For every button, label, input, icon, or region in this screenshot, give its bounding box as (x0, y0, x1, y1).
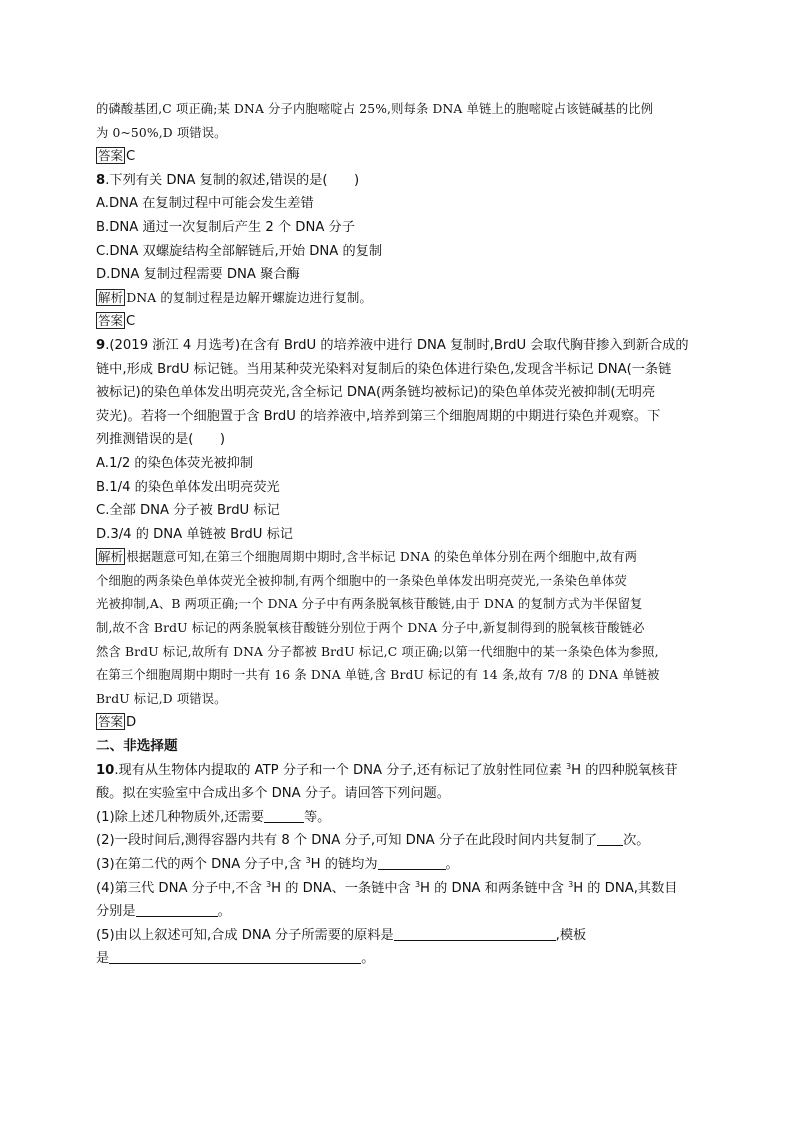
q10-part-5-cont (96, 947, 700, 971)
q9-analysis-line-7: BrdU 标记,D 项错误。 (96, 691, 227, 706)
superscript: 3 (266, 879, 272, 889)
answer-blank[interactable] (394, 926, 556, 941)
q8-option-d: D.DNA 复制过程需要 DNA 聚合酶 (96, 267, 300, 283)
question-stem: .下列有关 DNA 复制的叙述,错误的是( ) (105, 172, 360, 188)
part-text: (3)在第二代的两个 DNA 分子中,含 (96, 857, 306, 872)
superscript: 3 (305, 856, 311, 865)
q9-stem-line-3: 被标记)的染色单体发出明亮荧光,含全标记 DNA(两条链均被标记)的染色单体荧光被抑制(无明亮 (96, 385, 656, 401)
part-text: 。 (361, 951, 375, 967)
answer-blank[interactable] (109, 949, 361, 964)
answer-value: C (126, 314, 136, 330)
part-text: H 的 DNA、一条链中含 (271, 880, 415, 896)
part-text: 是 (96, 951, 110, 967)
q9-option-d: D.3/4 的 DNA 单链被 BrdU 标记 (96, 526, 293, 542)
part-text: (2)一段时间后,测得容器内共有 8 个 DNA 分子,可知 DNA 分子在此段时间内共复制了 (96, 833, 598, 849)
prev-answer (96, 145, 700, 169)
q10-stem-line-2: 酸。拟在实验室中合成出多个 DNA 分子。请回答下列问题。 (96, 786, 450, 802)
answer-tag: 答案 (98, 148, 124, 164)
q9-stem-line-2: 链中,形成 BrdU 标记链。当用某种荧光染料对复制后的染色体进行染色,发现含半标记 DNA(一条链 (96, 361, 672, 377)
part-text: H 的链均为 (310, 857, 378, 872)
document-page (96, 98, 700, 971)
q9-analysis-line-6: 在第三个细胞周期中期时一共有 16 条 DNA 单链,含 BrdU 标记的有 14 条,故有 7/8 的 DNA 单链被 (96, 668, 660, 683)
q9-stem-line-5: 列推测错误的是( ) (96, 432, 225, 448)
prev-analysis-line-2: 为 0~50%,D 项错误。 (96, 125, 227, 140)
q10-part-4-cont (96, 900, 700, 924)
q8-stem (96, 169, 700, 193)
section-heading: 二、非选择题 (96, 738, 178, 755)
prev-analysis-line-1: 的磷酸基团,C 项正确;某 DNA 分子内胞嘧啶占 25%,则每条 DNA 单链上的胞嘧啶占该链碱基的比例 (96, 102, 654, 116)
q9-option-c: C.全部 DNA 分子被 BrdU 标记 (96, 503, 280, 519)
q10-part-1 (96, 806, 700, 830)
answer-tag: 答案 (98, 714, 124, 730)
answer-tag: 答案 (98, 313, 124, 329)
superscript: 3 (566, 761, 572, 771)
q8-analysis (96, 287, 700, 311)
answer-blank[interactable] (378, 855, 446, 870)
part-text: H 的 DNA 和两条链中含 (420, 880, 569, 896)
superscript: 3 (568, 879, 574, 889)
q9-analysis-line-1 (96, 546, 700, 570)
q9-option-b: B.1/4 的染色单体发出明亮荧光 (96, 479, 280, 495)
q10-stem-line-1 (96, 759, 700, 783)
q9-analysis-line-5: 然含 BrdU 标记,故所有 DNA 分子都被 BrdU 标记,C 项正确;以第一代细胞中的某一条染色体为参照, (96, 644, 659, 659)
answer-blank[interactable] (597, 831, 623, 846)
part-text: 。 (445, 857, 459, 872)
analysis-tag: 解析 (98, 289, 124, 305)
question-number: 9 (96, 337, 106, 353)
answer-blank[interactable] (136, 902, 218, 917)
superscript: 3 (414, 879, 421, 889)
analysis-text: 根据题意可知,在第三个细胞周期中期时,含半标记 DNA 的染色单体分别在两个细胞中,故有两 (126, 550, 638, 565)
part-text: 次。 (623, 833, 650, 849)
q9-answer (96, 711, 700, 735)
answer-value: C (126, 149, 136, 165)
part-text: 。 (217, 904, 231, 920)
q9-stem-line-4: 荧光)。若将一个细胞置于含 BrdU 的培养液中,培养到第三个细胞周期的中期进行染色并观察。下 (96, 408, 661, 424)
q10-part-4 (96, 877, 700, 901)
q8-option-c: C.DNA 双螺旋结构全部解链后,开始 DNA 的复制 (96, 243, 383, 259)
analysis-tag: 解析 (98, 549, 124, 565)
q9-option-a: A.1/2 的染色体荧光被抑制 (96, 455, 254, 471)
q9-analysis-line-2: 个细胞的两条染色单体荧光全被抑制,有两个细胞中的一条染色单体发出明亮荧光,一条染色单体荧 (96, 573, 627, 588)
question-number: 8 (96, 172, 106, 188)
question-stem-cont: H 的四种脱氧核苷 (571, 762, 678, 778)
part-text: ,模板 (555, 927, 587, 943)
question-stem: .现有从生物体内提取的 ATP 分子和一个 DNA 分子,还有标记了放射性同位素 (114, 762, 566, 778)
q10-part-5 (96, 924, 700, 948)
question-number: 10 (96, 762, 115, 778)
answer-value: D (126, 715, 137, 731)
q10-part-2 (96, 829, 700, 853)
answer-blank[interactable] (264, 808, 304, 823)
q9-stem-line-1 (96, 334, 700, 358)
q8-answer (96, 310, 700, 334)
question-stem: .(2019 浙江 4 月选考)在含有 BrdU 的培养液中进行 DNA 复制时,BrdU 会取代胸苷掺入到新合成的 (105, 337, 689, 353)
part-text: 等。 (303, 809, 331, 825)
q9-analysis-line-3: 光被抑制,A、B 两项正确;一个 DNA 分子中有两条脱氧核苷酸链,由于 DNA 的复制方式为半保留复 (96, 597, 643, 612)
part-text: (5)由以上叙述可知,合成 DNA 分子所需要的原料是 (96, 927, 394, 943)
q10-part-3 (96, 853, 700, 877)
q8-option-b: B.DNA 通过一次复制后产生 2 个 DNA 分子 (96, 219, 355, 235)
part-text: (1)除上述几种物质外,还需要 (96, 809, 264, 825)
part-text: 分别是 (96, 904, 136, 920)
part-text: H 的 DNA,其数目 (573, 880, 678, 896)
part-text: (4)第三代 DNA 分子中,不含 (96, 880, 266, 896)
analysis-text: DNA 的复制过程是边解开螺旋边进行复制。 (126, 290, 372, 305)
q9-analysis-line-4: 制,故不含 BrdU 标记的两条脱氧核苷酸链分别位于两个 DNA 分子中,新复制得到的脱氧核苷酸链必 (96, 621, 645, 636)
q8-option-a: A.DNA 在复制过程中可能会发生差错 (96, 196, 314, 212)
